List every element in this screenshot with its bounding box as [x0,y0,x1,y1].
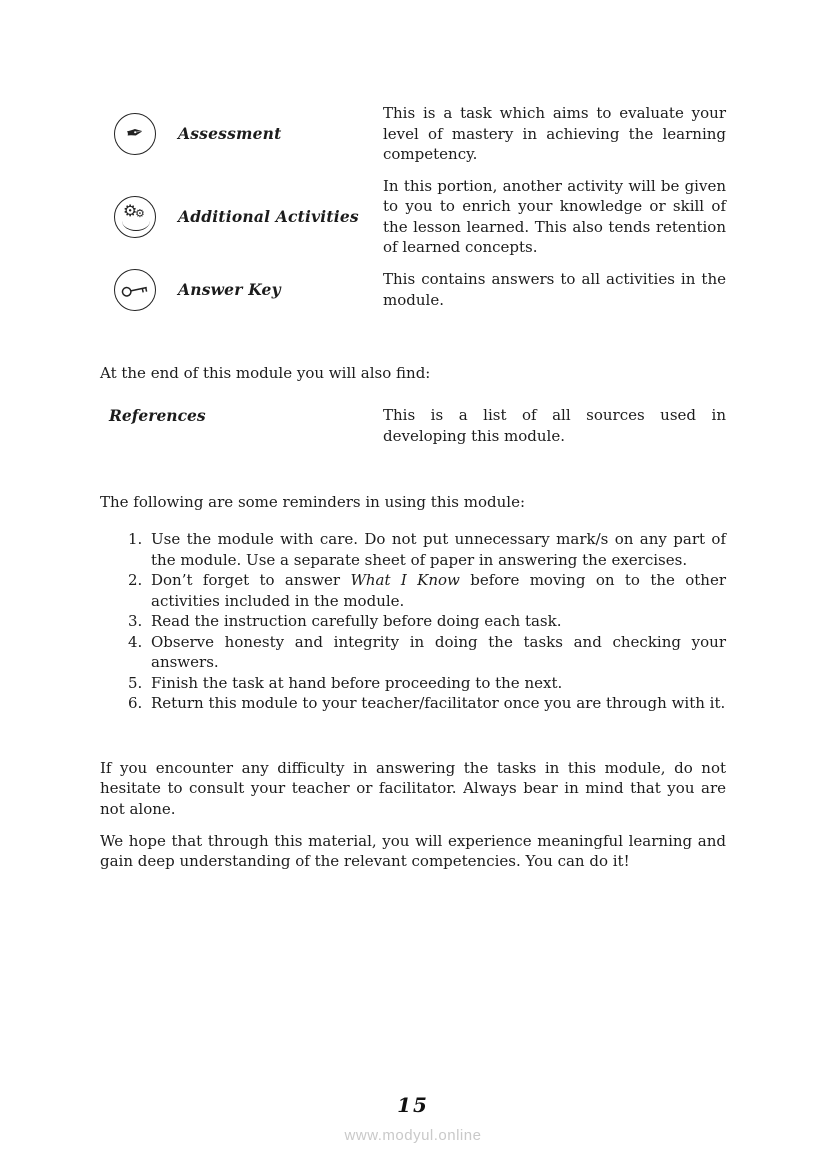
additional-activities-row [100,176,726,258]
item-number: 2. [128,571,143,590]
additional-activities-gears-icon: ⚙ ⚙ [114,196,156,238]
list-item [128,632,726,673]
list-item [128,570,726,611]
reminders-intro-text: The following are some reminders in using this module: [100,493,525,512]
icon-cell [100,269,178,311]
item-text: Return this module to your teacher/facilitator once you are through with it. [151,694,726,713]
icon-cell [100,196,178,238]
item-number: 1. [128,530,143,549]
item-text: Observe honesty and integrity in doing the tasks and checking your answers. [151,632,726,672]
closing-paragraph-2: We hope that through this material, you will experience meaningful learning and gain deep understanding of the relevant competencies. You can do it! [100,831,726,871]
references-row [100,405,726,446]
item-text: Read the instruction carefully before doing each task. [151,612,562,631]
list-item [128,673,726,694]
page-number: 15 [397,1093,429,1117]
item-number: 6. [128,694,143,713]
assessment-label: Assessment [178,124,282,144]
item-number: 4. [128,632,143,651]
list-item [128,529,726,570]
additional-activities-description: In this portion, another activity will be given to you to enrich your knowledge or skill of the lesson learned. This also tends retention of learned concepts. [383,176,726,257]
item-number: 3. [128,612,143,631]
icon-guide-section [100,103,726,311]
references-description: This is a list of all sources used in developing this module. [383,406,726,445]
assessment-description: This is a task which aims to evaluate your level of mastery in achieving the learning competency. [383,104,726,164]
closing-paragraph-1: If you encounter any difficulty in answering the tasks in this module, do not hesitate to consult your teacher or facilitator. Always bear in mind that you are not alone. [100,758,726,819]
reminders-list [128,529,726,714]
answer-key-row [100,269,726,311]
list-item [128,693,726,714]
list-item [128,611,726,632]
page-content [100,103,726,872]
additional-activities-label: Additional Activities [178,207,359,227]
item-text: Finish the task at hand before proceeding to the next. [151,673,563,692]
item-text: Use the module with care. Do not put unnecessary mark/s on any part of the module. Use a separate sheet of paper in answering the exercises. [151,530,726,569]
assessment-row [100,103,726,165]
icon-cell [100,113,178,155]
answer-key-description: This contains answers to all activities in the module. [383,270,726,309]
item-number: 5. [128,673,143,692]
find-intro-text: At the end of this module you will also find: [100,363,431,382]
assessment-quill-icon: ✒ [114,113,156,155]
watermark: www.modyul.online [344,1127,482,1144]
item-text: Don’t forget to answer What I Know before moving on to the other activities included in the module. [151,571,727,610]
references-label: References [109,406,206,426]
key-glyph [118,278,151,302]
answer-key-label: Answer Key [178,280,281,300]
hand-curve [122,219,150,231]
answer-key-icon [114,269,156,311]
